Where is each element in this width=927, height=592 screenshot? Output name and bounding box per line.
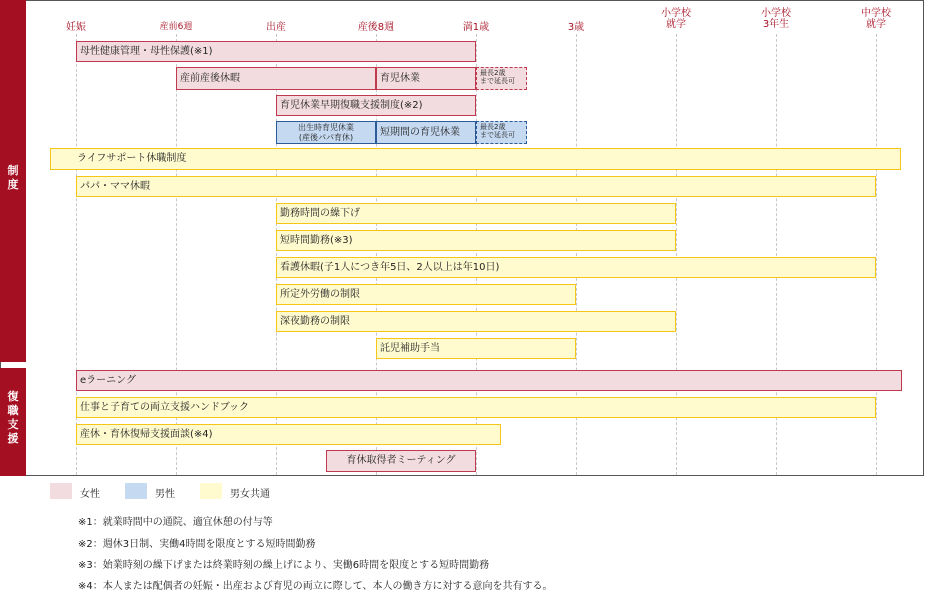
legend-male-swatch bbox=[125, 483, 147, 499]
legend-female-label: 女性 bbox=[80, 489, 100, 500]
bar-nursing-leave: 看護休暇(子1人につき年5日、2人以上は年10日) bbox=[276, 257, 876, 278]
timeline-label-age-1: 満1歳 bbox=[462, 22, 490, 33]
bar-return-interview: 産休・育休復帰支援面談(※4) bbox=[76, 424, 501, 445]
bar-balance-handbook: 仕事と子育ての両立支援ハンドブック bbox=[76, 397, 876, 418]
bar-childcare-leave: 育児休業 bbox=[376, 67, 476, 90]
bar-e-learning: eラーニング bbox=[76, 370, 902, 391]
sidebar-return-label: 復 職 支 援 bbox=[7, 390, 19, 445]
sidebar-return bbox=[0, 368, 26, 476]
bar-childcare-leave-extension: 最長2歳 まで延長可 bbox=[476, 67, 527, 90]
bar-overtime-limit: 所定外労働の制限 bbox=[276, 284, 576, 305]
sidebar-system bbox=[0, 0, 26, 362]
bar-shifted-working-hours: 勤務時間の繰下げ bbox=[276, 203, 676, 224]
footnote-2: ※2：週休3日制、実働4時間を限度とする短時間勤務 bbox=[78, 539, 316, 550]
timeline-label-birth: 出産 bbox=[266, 22, 286, 33]
footnote-4: ※4：本人または配偶者の妊娠・出産および育児の両立に際して、本人の働き方に対する意向を共有する。 bbox=[78, 581, 553, 592]
bar-maternity-leave: 産前産後休暇 bbox=[176, 67, 376, 90]
sidebar-system-label: 制 度 bbox=[7, 164, 19, 191]
timeline-label-prenatal-6w: 産前6週 bbox=[159, 22, 193, 32]
timeline-label-pregnancy: 妊娠 bbox=[66, 22, 86, 33]
bar-life-support-leave: ライフサポート休職制度 bbox=[50, 148, 901, 170]
legend-male-label: 男性 bbox=[155, 489, 175, 500]
bar-short-childcare-leave: 短期間の育児休業 bbox=[376, 121, 476, 144]
bar-childcare-allowance: 託児補助手当 bbox=[376, 338, 576, 359]
bar-short-leave-extension: 最長2歳 まで延長可 bbox=[476, 121, 527, 144]
legend-common-label: 男女共通 bbox=[230, 489, 270, 500]
footnote-3: ※3：始業時刻の繰下げまたは終業時刻の繰上げにより、実働6時間を限度とする短時間勤務 bbox=[78, 560, 490, 571]
timeline-label-age-3: 3歳 bbox=[567, 22, 585, 33]
timeline-label-elementary-3rd: 小学校 3年生 bbox=[761, 8, 791, 30]
bar-paternity-leave-at-birth: 出生時育児休業 (産後パパ育休) bbox=[276, 121, 376, 144]
timeline-label-postnatal-8w: 産後8週 bbox=[357, 22, 395, 33]
bar-early-return-support: 育児休業早期復職支援制度(※2) bbox=[276, 95, 476, 116]
bar-leave-taker-meeting: 育休取得者ミーティング bbox=[326, 450, 476, 472]
footnote-1: ※1：就業時間中の通院、適宜休憩の付与等 bbox=[78, 517, 273, 528]
legend-female-swatch bbox=[50, 483, 72, 499]
timeline-label-elementary-entry: 小学校 就学 bbox=[661, 8, 691, 30]
grid-line bbox=[876, 34, 877, 475]
timeline-label-junior-high-entry: 中学校 就学 bbox=[861, 8, 891, 30]
legend-common-swatch bbox=[200, 483, 222, 499]
bar-maternal-health: 母性健康管理・母性保護(※1) bbox=[76, 41, 476, 62]
bar-night-work-limit: 深夜勤務の制限 bbox=[276, 311, 676, 332]
bar-short-working-hours: 短時間勤務(※3) bbox=[276, 230, 676, 251]
bar-papa-mama-leave: パパ・ママ休暇 bbox=[76, 176, 876, 197]
